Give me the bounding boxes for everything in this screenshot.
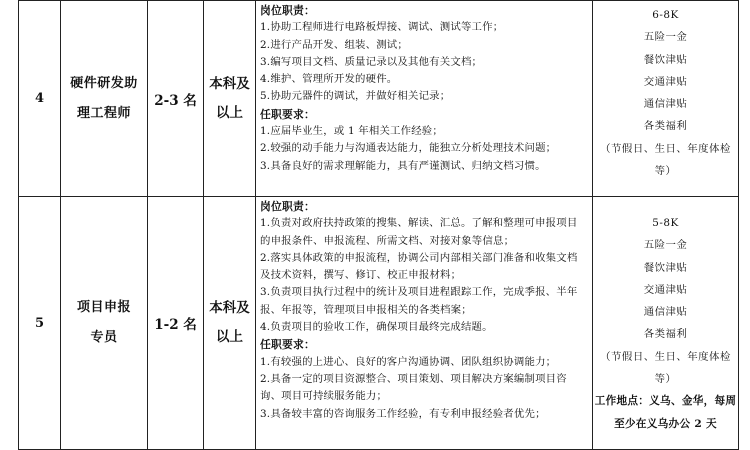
- position-title-line: 理工程师: [76, 105, 131, 121]
- education-cell: [204, 197, 256, 450]
- headcount-cell: [148, 197, 204, 450]
- work-location-line: 至少在义乌办公 2 天: [614, 418, 717, 431]
- duties-cell: [256, 197, 593, 450]
- benefit-item: 餐饮津贴: [643, 261, 688, 274]
- education-cell: [204, 1, 256, 197]
- duties-heading: 岗位职责：: [260, 4, 315, 17]
- job-table: [18, 0, 739, 450]
- requirements-heading: 任职要求：: [260, 107, 315, 121]
- position-title-cell: [61, 197, 148, 450]
- headcount-cell: [148, 1, 204, 197]
- headcount: 2-3 名: [154, 92, 197, 109]
- compensation-cell: [593, 197, 739, 450]
- requirement-item: 2.较强的动手能力与沟通表达能力，能独立分析处理技术问题；: [260, 142, 557, 155]
- duty-item: 2.落实具体政策的申报流程，协调公司内部相关部门准备和收集文档及技术资料，撰写、修订、校正申报材料；: [260, 251, 578, 282]
- job-row-4: [19, 1, 739, 197]
- education-line: 本科及: [209, 300, 250, 316]
- job-table-sheet: [18, 0, 738, 449]
- requirements-heading: 任职要求：: [260, 338, 315, 352]
- salary-range: 5-8K: [652, 217, 679, 229]
- compensation-cell: [593, 1, 739, 197]
- requirement-item: 3.具备良好的需求理解能力，具有严谨测试、归纳文档习惯。: [260, 159, 546, 172]
- duty-item: 4.负责项目的验收工作，确保项目最终完成结题。: [260, 321, 493, 334]
- row-number: 5: [34, 315, 45, 331]
- duty-item: 1.负责对政府扶持政策的搜集、解读、汇总。了解和整理可申报项目的申报条件、申报流程、所需文档、对接对象等信息；: [260, 217, 578, 247]
- work-location-line: 工作地点：义乌、金华，每周: [594, 395, 737, 408]
- duty-item: 3.编写项目文档、质量记录以及其他有关文档；: [260, 55, 483, 68]
- requirement-item: 2.具备一定的项目资源整合、项目策划、项目解决方案编制项目咨询、项目可持续服务能力；: [260, 372, 567, 403]
- row-number: 4: [34, 91, 45, 106]
- position-title-line: 项目申报: [76, 300, 131, 315]
- education-line: 以上: [216, 104, 243, 121]
- benefit-item: 通信津贴: [643, 98, 688, 111]
- education-line: 以上: [216, 329, 243, 345]
- benefit-item: 交通津贴: [643, 283, 688, 296]
- benefit-note: （节假日、生日、年度体检等）: [600, 142, 731, 178]
- duty-item: 4.维护、管理所开发的硬件。: [260, 73, 398, 86]
- headcount: 1-2 名: [154, 317, 197, 333]
- job-row-5: [19, 197, 739, 450]
- duties-heading: 岗位职责：: [260, 200, 315, 213]
- benefit-item: 各类福利: [643, 120, 688, 133]
- row-number-cell: [19, 197, 61, 450]
- position-title-line: 专员: [90, 330, 118, 345]
- requirement-item: 1.有较强的上进心、良好的客户沟通协调、团队组织协调能力；: [260, 355, 557, 368]
- position-title-line: 硬件研发助: [70, 75, 138, 91]
- duty-item: 2.进行产品开发、组装、测试；: [260, 38, 408, 51]
- benefit-item: 餐饮津贴: [643, 53, 688, 66]
- benefit-item: 交通津贴: [643, 75, 688, 88]
- benefit-item: 各类福利: [643, 328, 688, 341]
- benefit-item: 五险一金: [643, 239, 688, 252]
- duty-item: 1.协助工程师进行电路板焊接、调试、测试等工作；: [260, 21, 504, 34]
- position-title-cell: [61, 1, 148, 197]
- salary-range: 6-8K: [652, 9, 679, 21]
- requirement-item: 3.具备较丰富的咨询服务工作经验，有专利申报经验者优先；: [260, 407, 546, 420]
- requirement-item: 1.应届毕业生，或 1 年相关工作经验；: [260, 125, 443, 138]
- benefit-item: 五险一金: [643, 31, 688, 44]
- benefit-note: （节假日、生日、年度体检等）: [600, 350, 731, 386]
- duties-cell: [256, 1, 593, 197]
- duty-item: 3.负责项目执行过程中的统计及项目进程跟踪工作，完成季报、半年报、年报等，管理项目申报相关的各类档案；: [260, 286, 578, 316]
- benefit-item: 通信津贴: [643, 306, 688, 319]
- duty-item: 5.协助元器件的调试，并做好相关记录；: [260, 90, 451, 103]
- education-line: 本科及: [209, 75, 250, 92]
- row-number-cell: [19, 1, 61, 197]
